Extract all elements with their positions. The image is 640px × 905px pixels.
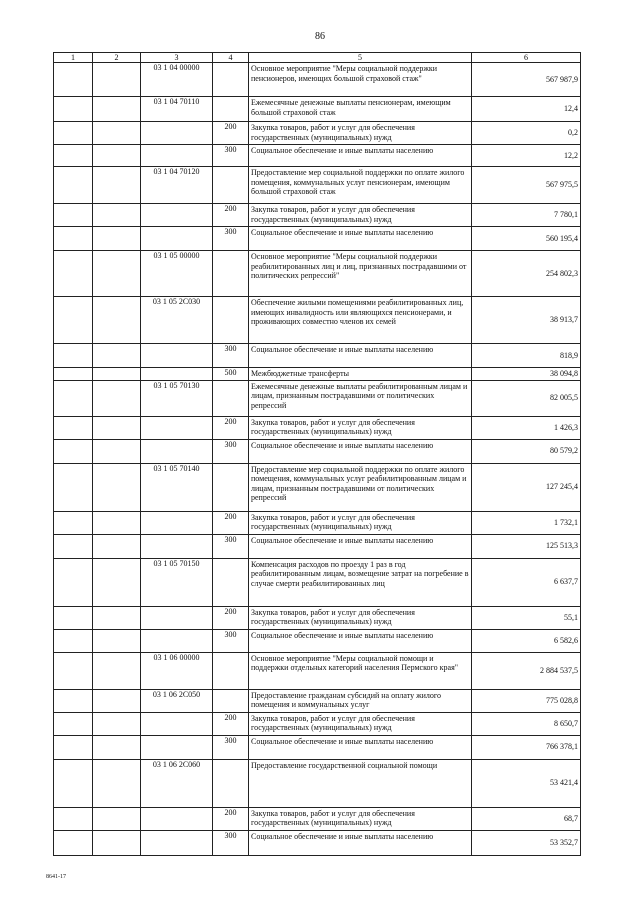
amount-cell: 127 245,4 xyxy=(472,463,581,511)
item-name-cell: Обеспечение жилыми помещениями реабилитированных лиц, имеющих инвалидность или являющихся пенсионерами, и проживающих совместно членов их семей xyxy=(249,297,472,344)
target-article-cell: 03 1 05 00000 xyxy=(141,251,213,297)
section-cell xyxy=(54,712,93,735)
target-article-cell xyxy=(141,712,213,735)
target-article-cell xyxy=(141,830,213,855)
amount-cell: 567 987,9 xyxy=(472,63,581,97)
expense-kind-cell: 200 xyxy=(213,511,249,534)
amount-cell: 80 579,2 xyxy=(472,439,581,463)
expense-kind-cell: 200 xyxy=(213,122,249,145)
target-article-cell: 03 1 06 00000 xyxy=(141,652,213,689)
item-name-cell: Предоставление мер социальной поддержки по оплате жилого помещения, коммунальных услуг реабилитированным лицам и лицам, признанным пострадавшими от политических репрессий xyxy=(249,463,472,511)
table-row xyxy=(54,439,581,463)
subsection-cell xyxy=(93,63,141,97)
section-cell xyxy=(54,251,93,297)
target-article-cell xyxy=(141,606,213,629)
target-article-cell xyxy=(141,439,213,463)
subsection-cell xyxy=(93,712,141,735)
section-cell xyxy=(54,344,93,368)
subsection-cell xyxy=(93,652,141,689)
subsection-cell xyxy=(93,251,141,297)
table-row xyxy=(54,558,581,606)
table-row xyxy=(54,606,581,629)
table-row xyxy=(54,204,581,227)
table-row xyxy=(54,534,581,558)
item-name-cell: Закупка товаров, работ и услуг для обеспечения государственных (муниципальных) нужд xyxy=(249,511,472,534)
table-row xyxy=(54,251,581,297)
expense-kind-cell: 300 xyxy=(213,735,249,759)
amount-cell: 2 884 537,5 xyxy=(472,652,581,689)
subsection-cell xyxy=(93,689,141,712)
target-article-cell xyxy=(141,534,213,558)
item-name-cell: Социальное обеспечение и иные выплаты населению xyxy=(249,830,472,855)
table-row xyxy=(54,227,581,251)
target-article-cell xyxy=(141,204,213,227)
section-cell xyxy=(54,97,93,122)
subsection-cell xyxy=(93,558,141,606)
expense-kind-cell: 200 xyxy=(213,204,249,227)
subsection-cell xyxy=(93,297,141,344)
expense-kind-cell xyxy=(213,558,249,606)
subsection-cell xyxy=(93,122,141,145)
amount-cell: 53 352,7 xyxy=(472,830,581,855)
table-row xyxy=(54,807,581,830)
section-cell xyxy=(54,558,93,606)
target-article-cell xyxy=(141,344,213,368)
table-row xyxy=(54,629,581,652)
expense-kind-cell: 200 xyxy=(213,712,249,735)
section-cell xyxy=(54,689,93,712)
amount-cell: 1 732,1 xyxy=(472,511,581,534)
expense-kind-cell: 200 xyxy=(213,606,249,629)
item-name-cell: Ежемесячные денежные выплаты пенсионерам, имеющим большой страховой стаж xyxy=(249,97,472,122)
item-name-cell: Закупка товаров, работ и услуг для обеспечения государственных (муниципальных) нужд xyxy=(249,712,472,735)
section-cell xyxy=(54,145,93,167)
subsection-cell xyxy=(93,368,141,381)
expense-kind-cell: 300 xyxy=(213,830,249,855)
section-cell xyxy=(54,629,93,652)
table-row xyxy=(54,380,581,416)
subsection-cell xyxy=(93,759,141,807)
item-name-cell: Социальное обеспечение и иные выплаты населению xyxy=(249,735,472,759)
table-row xyxy=(54,416,581,439)
expense-kind-cell xyxy=(213,463,249,511)
header-cell: 4 xyxy=(213,53,249,63)
item-name-cell: Социальное обеспечение и иные выплаты населению xyxy=(249,227,472,251)
amount-cell: 766 378,1 xyxy=(472,735,581,759)
subsection-cell xyxy=(93,416,141,439)
table-row xyxy=(54,463,581,511)
section-cell xyxy=(54,511,93,534)
section-cell xyxy=(54,606,93,629)
expense-kind-cell xyxy=(213,759,249,807)
subsection-cell xyxy=(93,97,141,122)
target-article-cell xyxy=(141,629,213,652)
expense-kind-cell xyxy=(213,689,249,712)
target-article-cell: 03 1 05 70150 xyxy=(141,558,213,606)
section-cell xyxy=(54,227,93,251)
amount-cell: 6 582,6 xyxy=(472,629,581,652)
target-article-cell xyxy=(141,227,213,251)
header-row xyxy=(54,53,581,63)
table-row xyxy=(54,297,581,344)
table-row xyxy=(54,344,581,368)
header-cell: 2 xyxy=(93,53,141,63)
item-name-cell: Закупка товаров, работ и услуг для обеспечения государственных (муниципальных) нужд xyxy=(249,204,472,227)
amount-cell: 818,9 xyxy=(472,344,581,368)
header-cell: 3 xyxy=(141,53,213,63)
item-name-cell: Социальное обеспечение и иные выплаты населению xyxy=(249,439,472,463)
table-row xyxy=(54,735,581,759)
header-cell: 1 xyxy=(54,53,93,63)
item-name-cell: Социальное обеспечение и иные выплаты населению xyxy=(249,629,472,652)
subsection-cell xyxy=(93,204,141,227)
target-article-cell: 03 1 05 70140 xyxy=(141,463,213,511)
target-article-cell: 03 1 06 2С050 xyxy=(141,689,213,712)
expense-kind-cell: 300 xyxy=(213,534,249,558)
header-cell: 6 xyxy=(472,53,581,63)
amount-cell: 38 094,8 xyxy=(472,368,581,381)
table-row xyxy=(54,759,581,807)
item-name-cell: Закупка товаров, работ и услуг для обеспечения государственных (муниципальных) нужд xyxy=(249,606,472,629)
amount-cell: 12,4 xyxy=(472,97,581,122)
section-cell xyxy=(54,830,93,855)
section-cell xyxy=(54,122,93,145)
section-cell xyxy=(54,380,93,416)
section-cell xyxy=(54,463,93,511)
expense-kind-cell: 500 xyxy=(213,368,249,381)
item-name-cell: Закупка товаров, работ и услуг для обеспечения государственных (муниципальных) нужд xyxy=(249,807,472,830)
expense-kind-cell: 200 xyxy=(213,807,249,830)
subsection-cell xyxy=(93,807,141,830)
amount-cell: 567 975,5 xyxy=(472,167,581,204)
item-name-cell: Межбюджетные трансферты xyxy=(249,368,472,381)
item-name-cell: Предоставление мер социальной поддержки по оплате жилого помещения, коммунальных услуг пенсионерам, имеющим большой страховой стаж xyxy=(249,167,472,204)
subsection-cell xyxy=(93,227,141,251)
header-cell: 5 xyxy=(249,53,472,63)
target-article-cell xyxy=(141,735,213,759)
target-article-cell xyxy=(141,145,213,167)
footer-code: 8641-17 xyxy=(46,874,66,880)
expense-kind-cell: 300 xyxy=(213,439,249,463)
target-article-cell: 03 1 05 2С030 xyxy=(141,297,213,344)
amount-cell: 125 513,3 xyxy=(472,534,581,558)
section-cell xyxy=(54,297,93,344)
target-article-cell: 03 1 05 70130 xyxy=(141,380,213,416)
expense-kind-cell: 200 xyxy=(213,416,249,439)
target-article-cell: 03 1 04 00000 xyxy=(141,63,213,97)
section-cell xyxy=(54,204,93,227)
amount-cell: 7 780,1 xyxy=(472,204,581,227)
amount-cell: 38 913,7 xyxy=(472,297,581,344)
amount-cell: 0,2 xyxy=(472,122,581,145)
subsection-cell xyxy=(93,629,141,652)
item-name-cell: Основное мероприятие "Меры социальной помощи и поддержки отдельных категорий населения Пермского края" xyxy=(249,652,472,689)
amount-cell: 8 650,7 xyxy=(472,712,581,735)
target-article-cell xyxy=(141,511,213,534)
subsection-cell xyxy=(93,511,141,534)
item-name-cell: Основное мероприятие "Меры социальной поддержки реабилитированных лиц и лиц, признанных пострадавшими от политических репрессий" xyxy=(249,251,472,297)
amount-cell: 82 005,5 xyxy=(472,380,581,416)
section-cell xyxy=(54,759,93,807)
subsection-cell xyxy=(93,439,141,463)
section-cell xyxy=(54,652,93,689)
expense-kind-cell xyxy=(213,297,249,344)
subsection-cell xyxy=(93,380,141,416)
table-row xyxy=(54,145,581,167)
target-article-cell xyxy=(141,122,213,145)
table-row xyxy=(54,712,581,735)
expense-kind-cell xyxy=(213,167,249,204)
item-name-cell: Компенсация расходов по проезду 1 раз в год реабилитированным лицам, возмещение затрат на погребение в случае смерти реабилитированных лиц xyxy=(249,558,472,606)
budget-table xyxy=(53,52,581,856)
item-name-cell: Закупка товаров, работ и услуг для обеспечения государственных (муниципальных) нужд xyxy=(249,416,472,439)
table-row xyxy=(54,97,581,122)
amount-cell: 6 637,7 xyxy=(472,558,581,606)
section-cell xyxy=(54,368,93,381)
subsection-cell xyxy=(93,830,141,855)
section-cell xyxy=(54,63,93,97)
expense-kind-cell: 300 xyxy=(213,145,249,167)
table-row xyxy=(54,511,581,534)
item-name-cell: Закупка товаров, работ и услуг для обеспечения государственных (муниципальных) нужд xyxy=(249,122,472,145)
item-name-cell: Социальное обеспечение и иные выплаты населению xyxy=(249,534,472,558)
target-article-cell: 03 1 06 2С060 xyxy=(141,759,213,807)
item-name-cell: Основное мероприятие "Меры социальной поддержки пенсионеров, имеющих большой страховой стаж" xyxy=(249,63,472,97)
amount-cell: 68,7 xyxy=(472,807,581,830)
expense-kind-cell: 300 xyxy=(213,344,249,368)
target-article-cell xyxy=(141,807,213,830)
expense-kind-cell xyxy=(213,97,249,122)
target-article-cell xyxy=(141,368,213,381)
table-row xyxy=(54,689,581,712)
section-cell xyxy=(54,735,93,759)
amount-cell: 1 426,3 xyxy=(472,416,581,439)
section-cell xyxy=(54,534,93,558)
item-name-cell: Ежемесячные денежные выплаты реабилитированным лицам и лицам, признанным пострадавшими от политических репрессий xyxy=(249,380,472,416)
subsection-cell xyxy=(93,534,141,558)
table-row xyxy=(54,63,581,97)
expense-kind-cell: 300 xyxy=(213,629,249,652)
target-article-cell xyxy=(141,416,213,439)
subsection-cell xyxy=(93,344,141,368)
table-row xyxy=(54,167,581,204)
section-cell xyxy=(54,416,93,439)
target-article-cell: 03 1 04 70120 xyxy=(141,167,213,204)
expense-kind-cell xyxy=(213,251,249,297)
item-name-cell: Предоставление государственной социальной помощи xyxy=(249,759,472,807)
expense-kind-cell xyxy=(213,380,249,416)
subsection-cell xyxy=(93,167,141,204)
section-cell xyxy=(54,439,93,463)
amount-cell: 775 028,8 xyxy=(472,689,581,712)
target-article-cell: 03 1 04 70110 xyxy=(141,97,213,122)
subsection-cell xyxy=(93,735,141,759)
amount-cell: 55,1 xyxy=(472,606,581,629)
section-cell xyxy=(54,807,93,830)
amount-cell: 12,2 xyxy=(472,145,581,167)
table-row xyxy=(54,830,581,855)
item-name-cell: Предоставление гражданам субсидий на оплату жилого помещения и коммунальных услуг xyxy=(249,689,472,712)
expense-kind-cell: 300 xyxy=(213,227,249,251)
amount-cell: 560 195,4 xyxy=(472,227,581,251)
expense-kind-cell xyxy=(213,652,249,689)
table-row xyxy=(54,122,581,145)
table-row xyxy=(54,652,581,689)
item-name-cell: Социальное обеспечение и иные выплаты населению xyxy=(249,344,472,368)
section-cell xyxy=(54,167,93,204)
page-number: 86 xyxy=(315,31,325,42)
item-name-cell: Социальное обеспечение и иные выплаты населению xyxy=(249,145,472,167)
subsection-cell xyxy=(93,463,141,511)
expense-kind-cell xyxy=(213,63,249,97)
amount-cell: 254 802,3 xyxy=(472,251,581,297)
subsection-cell xyxy=(93,606,141,629)
subsection-cell xyxy=(93,145,141,167)
amount-cell: 53 421,4 xyxy=(472,759,581,807)
table-row xyxy=(54,368,581,381)
